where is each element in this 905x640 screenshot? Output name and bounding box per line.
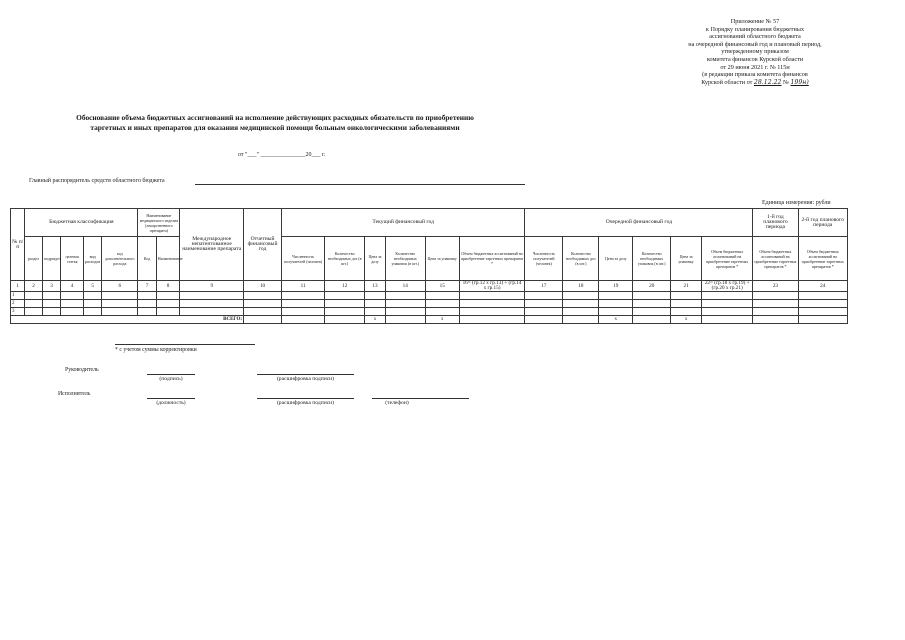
exec-position-line <box>147 398 195 399</box>
col-number: 19 <box>599 281 633 292</box>
col-subheader: Количество необходимых доз (в шт.) <box>563 237 599 281</box>
footnote-rule <box>115 344 255 345</box>
manager-fill-line <box>195 184 525 185</box>
col-header-number: № п/п <box>11 209 25 281</box>
manager-label: Главный распорядитель средств областного бюджета <box>29 178 165 184</box>
head-decode-caption: (расшифровка подписи) <box>276 376 335 382</box>
unit-label: Единица измерения: рубли <box>762 200 831 206</box>
header-line-last <box>660 79 850 87</box>
head-decode-line <box>257 374 354 375</box>
col-number: 20 <box>633 281 671 292</box>
table-row <box>11 308 848 316</box>
header-line: от 29 июня 2021 г. № 115н <box>720 63 790 71</box>
col-header-mnn: Международное непатентованное наименование препарата <box>180 209 244 281</box>
col-subheader: Цена за упаковку <box>425 237 459 281</box>
col-subheader: раздел <box>25 237 42 281</box>
executor-label: Исполнитель <box>58 391 91 397</box>
table-row <box>11 300 848 308</box>
col-header-current-year: Текущий финансовый год <box>282 209 525 237</box>
title-line-2: таргетных и иных препаратов для оказания медицинской помощи больным онкологическими заболеваниями <box>90 123 460 132</box>
col-subheader: вид расходов <box>83 237 101 281</box>
total-row <box>11 316 848 324</box>
footnote: * с учетом суммы корректировки <box>115 347 197 353</box>
x-mark: x <box>599 316 633 324</box>
x-mark: x <box>671 316 702 324</box>
header-last-number-prefix: № <box>783 78 789 86</box>
col-number: 15 <box>425 281 459 292</box>
col-number: 10 <box>244 281 282 292</box>
col-subheader: Количество необходимых упаковок (в шт.) <box>385 237 425 281</box>
row-number: 1 <box>11 292 25 300</box>
header-line: комитета финансов Курской области <box>706 55 804 63</box>
col-subheader: Цена за дозу <box>599 237 633 281</box>
column-number-row <box>11 281 848 292</box>
table-row <box>11 292 848 300</box>
x-mark: x <box>365 316 386 324</box>
exec-position-caption: (должность) <box>156 400 186 406</box>
col-subheader: Объем бюджетных ассигнований на приобретение таргетных препаратов * <box>798 237 847 281</box>
date-line: от "___" _______________20___ г. <box>238 152 326 158</box>
col-number: 7 <box>138 281 156 292</box>
col-header-reporting-year: Отчетный финансовый год <box>244 209 282 281</box>
col-number: 3 <box>42 281 60 292</box>
header-line: (в редакции приказа комитета финансов <box>702 71 808 79</box>
col-subheader: Код <box>138 237 156 281</box>
col-header-budget-class: Бюджетная классификация <box>25 209 138 237</box>
col-number: 4 <box>61 281 84 292</box>
exec-decode-caption: (расшифровка подписи) <box>276 400 335 406</box>
col-subheader: Количество необходимых упаковок (в шт.) <box>633 237 671 281</box>
col-number: 18 <box>563 281 599 292</box>
col-number: 5 <box>83 281 101 292</box>
header-last-date: 28.12.22 <box>753 78 782 86</box>
exec-phone-line <box>372 398 469 399</box>
col-number: 1 <box>11 281 25 292</box>
exec-decode-line <box>257 398 354 399</box>
col-number: 8 <box>156 281 180 292</box>
col-number: 22= (гр.18 х гр.19) + (гр.20 х гр.21) <box>702 281 753 292</box>
col-subheader: Количество необходимых доз (в шт.) <box>325 237 365 281</box>
col-number: 13 <box>365 281 386 292</box>
header-last-prefix: Курской области от <box>701 78 753 86</box>
col-number: 6 <box>102 281 138 292</box>
col-subheader: Объем бюджетных ассигнований на приобретение таргетных препаратов * <box>702 237 753 281</box>
col-subheader: Наименование <box>156 237 180 281</box>
header-last-number: 199н) <box>790 78 809 86</box>
col-header-drug-info: Наименование медицинского изделия (лекарственного препарата) <box>138 209 180 237</box>
col-header-plan-year-1: 1-й год планового периода <box>753 209 798 237</box>
header-line: к Порядку планирования бюджетных <box>705 25 805 33</box>
col-number: 17 <box>525 281 563 292</box>
col-subheader: код дополнительного расхода <box>102 237 138 281</box>
col-subheader: Цена за дозу <box>365 237 386 281</box>
col-number: 21 <box>671 281 702 292</box>
col-subheader: Численность получателей (человек) <box>282 237 325 281</box>
head-label: Руководитель <box>65 367 99 373</box>
header-line: утвержденному приказом <box>721 48 789 56</box>
col-number: 14 <box>385 281 425 292</box>
col-header-plan-year-2: 2-й год планового периода <box>798 209 847 237</box>
col-number: 23 <box>753 281 798 292</box>
document-title <box>40 113 510 133</box>
col-number: 11 <box>282 281 325 292</box>
col-number: 9 <box>180 281 244 292</box>
col-number: 16= (гр.12 х гр.13) + (гр.14 х гр.15) <box>459 281 525 292</box>
header-line: ассигнований областного бюджета <box>709 33 801 41</box>
header-line: Приложение № 57 <box>730 18 780 25</box>
col-header-next-year: Очередной финансовый год <box>525 209 753 237</box>
x-mark: x <box>425 316 459 324</box>
appendix-header <box>660 18 850 86</box>
col-number: 2 <box>25 281 42 292</box>
col-subheader: Объем бюджетных ассигнований на приобретение таргетных препаратов * <box>459 237 525 281</box>
col-subheader: целевая статья <box>61 237 84 281</box>
row-number: 2 <box>11 300 25 308</box>
title-line-1: Обоснование объема бюджетных ассигнований на исполнение действующих расходных обязательств по приобретению <box>76 113 474 122</box>
col-number: 24 <box>798 281 847 292</box>
budget-table <box>10 208 848 324</box>
header-line: на очередной финансовый год и плановый период, <box>688 40 822 48</box>
head-sign-caption: (подпись) <box>159 376 183 382</box>
col-subheader: Численность получателей (человек) <box>525 237 563 281</box>
col-subheader: Цена за упаковку <box>671 237 702 281</box>
total-label: ВСЕГО: <box>11 316 244 324</box>
col-subheader: Объем бюджетных ассигнований на приобретение таргетных препаратов * <box>753 237 798 281</box>
row-number: 3 <box>11 308 25 316</box>
exec-phone-caption: (телефон) <box>385 400 409 406</box>
col-number: 12 <box>325 281 365 292</box>
col-subheader: подраздел <box>42 237 60 281</box>
head-sign-line <box>147 374 195 375</box>
